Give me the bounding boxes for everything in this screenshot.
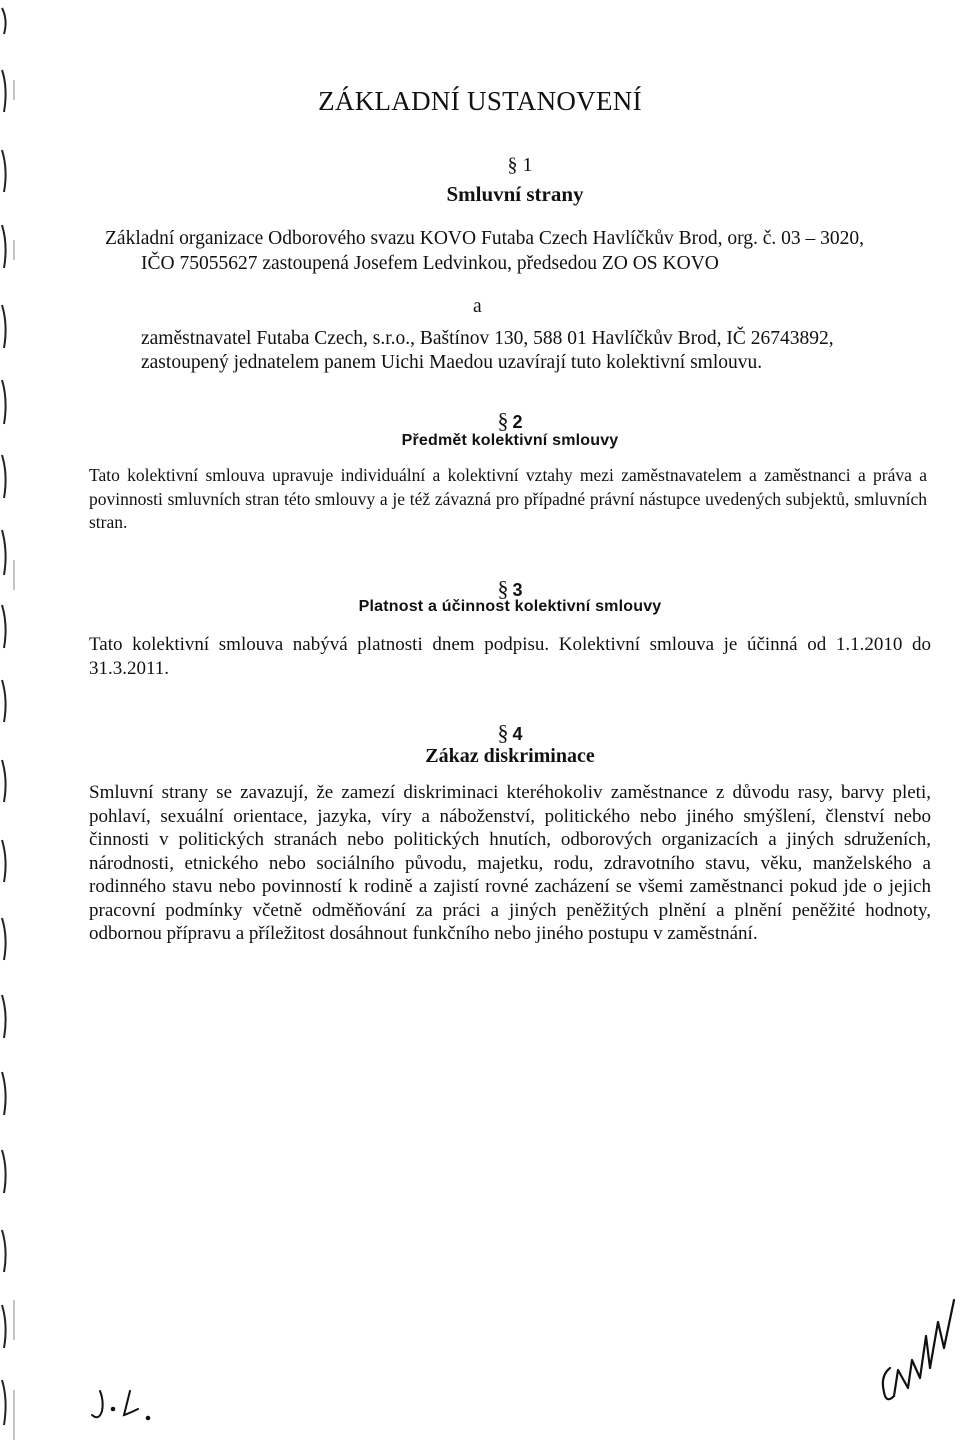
section-1-number: § 1 (507, 154, 533, 176)
section-1-line-4: zaměstnavatel Futaba Czech, s.r.o., Baštínov 130, 588 01 Havlíčkův Brod, IČ 26743892, (141, 328, 834, 349)
section-2-text: Tato kolektivní smlouva upravuje individuální a kolektivní vztahy mezi zaměstnavatelem a zaměstnanci a práva a povinnosti smluvních stran této smlouvy a je též závazná pro případné právní nástupce uvedených subjektů, smluvních stran. (89, 465, 927, 532)
section-3-text: Tato kolektivní smlouva nabývá platnosti dnem podpisu. Kolektivní smlouva je účinná od 1.1.2010 do 31.3.2011. (89, 634, 931, 679)
section-2-number: § 2 (497, 408, 523, 433)
section-1-line-1: Základní organizace Odborového svazu KOVO Futaba Czech Havlíčkův Brod, org. č. 03 – 3020, (105, 228, 865, 249)
section-4-text: Smluvní strany se zavazují, že zamezí diskriminaci kteréhokoliv zaměstnance z důvodu rasy, barvy pleti, pohlaví, sexuální orientace, jazyka, víry a náboženství, politického nebo jiného smýšlení, členství nebo činnosti v politických stranách nebo politických hnutích, odborových organizacích a jiných sdruženích, národnosti, etnického nebo sociálního původu, majetku, rodu, zdravotního stavu, věku, manželského a rodinného stavu nebo povinností k rodině a zajistí rovné zacházení se všemi zaměstnanci pokud jde o jejich pracovní podmínky včetně odměňování za práci a jiných peněžitých plnění a plnění peněžité hodnoty, odbornou přípravu a příležitost dosáhnout funkčního nebo jiného postupu v zaměstnání. (89, 782, 931, 944)
handwritten-initials-left (86, 1385, 166, 1425)
section-3-number: § 3 (497, 576, 523, 601)
page-title: ZÁKLADNÍ USTANOVENÍ (318, 86, 642, 116)
handwritten-signature-right (868, 1296, 958, 1412)
section-1-line-3: a (473, 296, 482, 317)
section-1-line-2: IČO 75055627 zastoupená Josefem Ledvinkou, předsedou ZO OS KOVO (141, 253, 719, 274)
section-1-line-5: zastoupený jednatelem panem Uichi Maedou uzavírají tuto kolektivní smlouvu. (141, 352, 763, 373)
section-2-heading: Předmět kolektivní smlouvy (401, 432, 619, 449)
section-3-heading: Platnost a účinnost kolektivní smlouvy (358, 598, 662, 615)
section-4-number: § 4 (497, 720, 523, 745)
section-1-heading: Smluvní strany (446, 182, 584, 206)
section-4-heading: Zákaz diskriminace (425, 745, 595, 767)
